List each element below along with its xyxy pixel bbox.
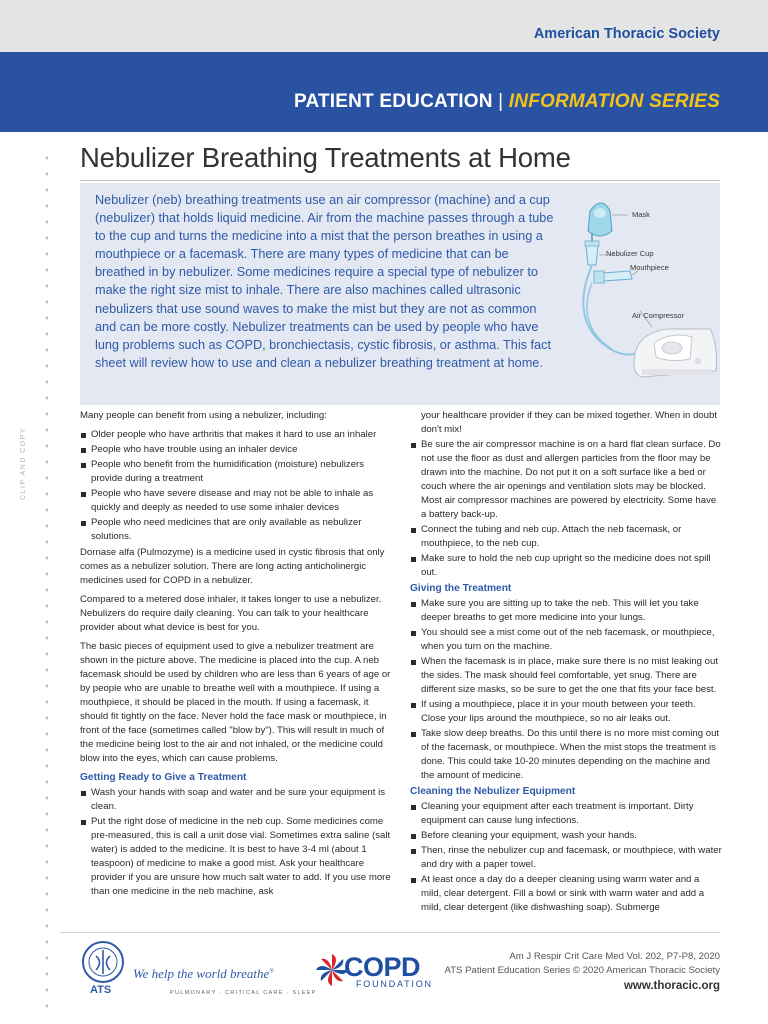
- list-item: Take slow deep breaths. Do this until there is no more mist coming out of the facemask, or mouthpiece. When the mist stops the treatment is done. This could take 10-20 minutes depending on the machine and the amount of medicine.: [410, 727, 722, 783]
- nebulizer-diagram-icon: [572, 193, 718, 398]
- series-sub: INFORMATION SERIES: [508, 91, 720, 112]
- heading-cleaning: Cleaning the Nebulizer Equipment: [410, 786, 576, 797]
- ats-abbrev: ATS: [90, 984, 112, 996]
- label-air-compressor: Air Compressor: [632, 311, 685, 320]
- left-column: [80, 409, 392, 901]
- tagline-subtext: PULMONARY · CRITICAL CARE · SLEEP: [170, 990, 317, 996]
- list-item: Make sure to hold the neb cup upright so the medicine does not spill out.: [410, 552, 722, 580]
- ready-continued: your healthcare provider if they can be mixed together. When in doubt don't mix!: [421, 410, 717, 435]
- heading-giving-treatment: Giving the Treatment: [410, 583, 512, 594]
- list-item: Older people who have arthritis that makes it hard to use an inhaler: [80, 428, 392, 442]
- paragraph-equipment: The basic pieces of equipment used to give a nebulizer treatment are shown in the picture above. The medicine is placed into the cup. A neb facemask should be used by children who are less than 6 years of age or by people who are unable to breathe well with a mouthpiece. If using a mouthpiece, it should be placed in the mouth. If using a facemask, it should fit tightly on the face. Never hold the face mask or mouthpiece, in front of the face (sometimes called "blow by"). This will result in much of the medicine being lost to the air and not inhaled, or the medicine could blow into the eyes, which can cause problems.: [80, 641, 391, 764]
- label-nebulizer-cup: Nebulizer Cup: [606, 249, 654, 258]
- citation-line-1: Am J Respir Crit Care Med Vol. 202, P7-P8, 2020: [509, 951, 720, 962]
- title-divider: [80, 180, 720, 181]
- page-title: Nebulizer Breathing Treatments at Home: [80, 142, 571, 173]
- tagline-text: We help the world breathe: [133, 966, 270, 981]
- ready-list-continued: [410, 438, 722, 580]
- copd-wordmark: COPD: [344, 952, 421, 982]
- benefit-intro: Many people can benefit from using a nebulizer, including:: [80, 410, 327, 421]
- label-mouthpiece: Mouthpiece: [630, 263, 669, 272]
- list-item: People who have trouble using an inhaler device: [80, 443, 392, 457]
- list-item: Be sure the air compressor machine is on a hard flat clean surface. Do not use the floor as dust and allergen particles from the floor may be drawn into the machine. Do not put it on a soft surface like a bed or couch where the air openings and ventilation slots may be blocked. Most air compressor machines are powered by electricity. Some have a battery back-up.: [410, 438, 722, 522]
- heading-getting-ready: Getting Ready to Give a Treatment: [80, 772, 247, 783]
- list-item: People who need medicines that are only available as nebulizer solutions.: [80, 516, 392, 544]
- tagline-registered-mark: ®: [269, 968, 274, 975]
- citation: [445, 950, 720, 978]
- list-item: Wash your hands with soap and water and be sure your equipment is clean.: [80, 786, 392, 814]
- list-item: Make sure you are sitting up to take the neb. This will let you take deeper breaths to get more medicine into your lungs.: [410, 597, 722, 625]
- nebulizer-illustration: [572, 193, 718, 398]
- list-item: Put the right dose of medicine in the neb cup. Some medicines come pre-measured, this is call a unit dose vial. Sometimes extra saline (salt water) is added to the medicine. It is best to have 3-4 ml (about 1 teaspoon) of medicine to make a good mist. Ask your healthcare provider if you are unsure how much salt water to add. If you use more than one medicine in the neb machine, ask: [80, 815, 392, 899]
- ats-logo: [80, 940, 126, 998]
- ready-list: [80, 786, 392, 899]
- series-title: [294, 91, 720, 113]
- list-item: You should see a mist come out of the neb facemask, or mouthpiece, when you turn on the machine.: [410, 626, 722, 654]
- list-item: Before cleaning your equipment, wash your hands.: [410, 829, 722, 843]
- clip-and-copy-label: CLIP AND COPY: [20, 426, 27, 500]
- tagline: [133, 966, 274, 982]
- paragraph-dornase: Dornase alfa (Pulmozyme) is a medicine used in cystic fibrosis that only comes as a nebulizer solution. There are long acting anticholinergic medicines used for COPD in a nebulizer.: [80, 547, 385, 586]
- intro-box: [80, 183, 720, 405]
- series-main: PATIENT EDUCATION: [294, 91, 493, 112]
- perforation-dots: [42, 150, 52, 1010]
- paragraph-compared: Compared to a metered dose inhaler, it takes longer to use a nebulizer. Nebulizers do require daily cleaning. You can talk to your healthcare provider about what device is best for you.: [80, 594, 382, 633]
- website-link[interactable]: www.thoracic.org: [623, 980, 720, 992]
- list-item: People who have severe disease and may not be able to inhale as quickly and deeply as needed to use some inhaler devices: [80, 487, 392, 515]
- intro-text: Nebulizer (neb) breathing treatments use an air compressor (machine) and a cup (nebulizer) that holds liquid medicine. Air from the machine passes through a tube to the cup and turns the medicine into a mist that the person breathes in using a mouthpiece or a facemask. There are many types of medicine that can be breathed in by nebulizer. Some medicines require a special type of nebulizer to make the right size mist to inhale. There are also machines called ultrasonic nebulizers that use sound waves to make the mist but they are not as common and can be more costly. Nebulizer treatments can be used by people who have lung problems such as COPD, bronchiectasis, cystic fibrosis, or asthma. This fact sheet will review how to use and clean a nebulizer breathing treatment at home.: [95, 193, 554, 370]
- series-separator: |: [498, 91, 504, 112]
- list-item: When the facemask is in place, make sure there is no mist leaking out the sides. The mask should feel comfortable, yet snug. There are different size masks, so be sure to get the one that fits your face best.: [410, 655, 722, 697]
- list-item: At least once a day do a deeper cleaning using warm water and a mild, clear detergent. Fill a bowl or sink with warm water and add a mild, clear detergent (like dishwashing soap). Submerge: [410, 873, 722, 915]
- series-banner: [0, 52, 768, 132]
- list-item: If using a mouthpiece, place it in your mouth between your teeth. Close your lips around the mouthpiece, so no air leaks out.: [410, 698, 722, 726]
- list-item: Cleaning your equipment after each treatment is important. Dirty equipment can cause lung infections.: [410, 800, 722, 828]
- list-item: Then, rinse the nebulizer cup and facemask, or mouthpiece, with water and dry with a paper towel.: [410, 844, 722, 872]
- list-item: People who benefit from the humidification (moisture) nebulizers provide during a treatment: [80, 458, 392, 486]
- top-bar: [0, 0, 768, 52]
- cleaning-list: [410, 800, 722, 915]
- citation-line-2: ATS Patient Education Series © 2020 American Thoracic Society: [444, 965, 720, 976]
- giving-list: [410, 597, 722, 783]
- copd-foundation-text: FOUNDATION: [356, 979, 433, 989]
- right-column: [410, 409, 722, 917]
- list-item: Connect the tubing and neb cup. Attach the neb facemask, or mouthpiece, to the neb cup.: [410, 523, 722, 551]
- label-mask: Mask: [632, 210, 650, 219]
- footer-divider: [60, 932, 720, 933]
- benefit-list: [80, 428, 392, 544]
- society-name: American Thoracic Society: [533, 26, 720, 42]
